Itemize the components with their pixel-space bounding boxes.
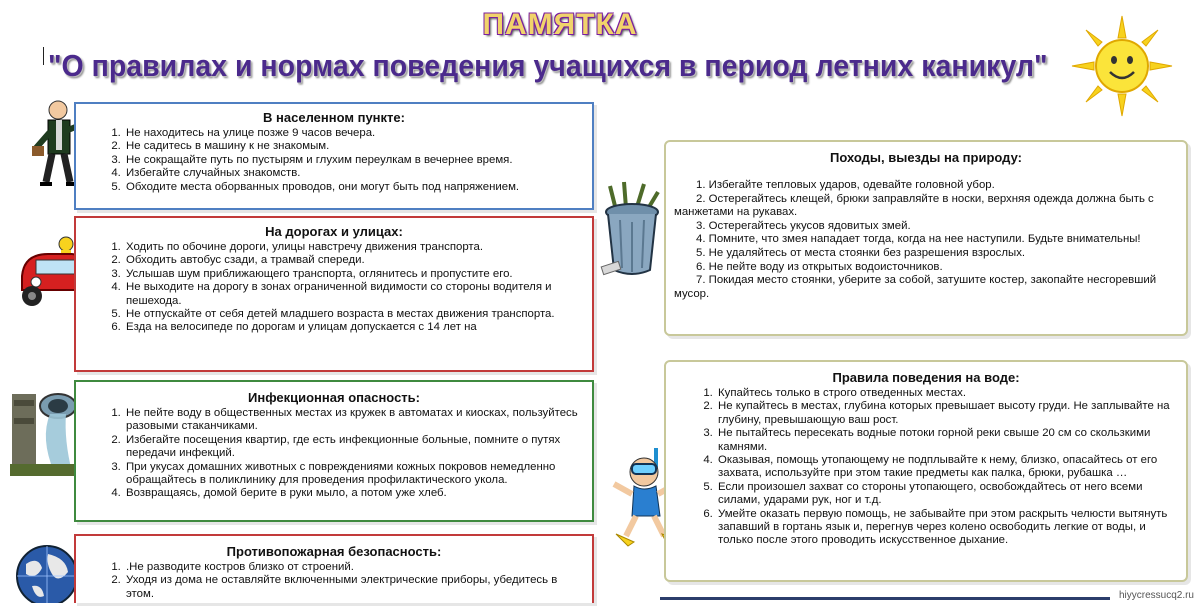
list-item: 6. Не пейте воду из открытых водоисточников. [696,260,943,273]
section-roads-list [80,241,588,335]
list-item: 4. Избегайте случайных знакомств. [124,167,588,180]
sun-icon [1070,14,1174,118]
list-item: 3. Услышав шум приближающего транспорта, оглянитесь и пропустите его. [124,268,588,281]
list-item: 5. Обходите места оборванных проводов, они могут быть под напряжением. [124,181,588,194]
list-item: 2. Не садитесь в машину к не знакомым. [124,140,588,153]
next-section-edge [660,597,1110,606]
section-fire-list [80,561,588,601]
list-item: 1. Не пейте воду в общественных местах из кружек в автоматах и киосках, пользуйтесь разовыми стаканчиками. [124,407,588,434]
list-item: 7. Покидая место стоянки, уберите за собой, затушите костер, закопайте несгоревший мусор. [674,274,1157,300]
section-roads [74,216,594,372]
trash-bin-icon [600,180,666,280]
list-item: 5. Если произошел захват со стороны утопающего, освобождайтесь от него всеми силами, ударами рук, ног и т.д. [716,481,1180,508]
list-item: 3. Не сокращайте путь по пустырям и глухим переулкам в вечернее время. [124,154,588,167]
watermark: hiyycressucq2.ru [1118,590,1194,601]
list-item: 4. Возвращаясь, домой берите в руки мыло, а потом уже хлеб. [124,487,588,500]
list-item: 4. Оказывая, помощь утопающему не подплывайте к нему, близко, опасайтесь от его захвата, используйте при этом такие предметы как палка, брюки, рубашка … [716,454,1180,481]
list-item: 4. Не выходите на дорогу в зонах ограниченной видимости со стороны водителя и пешехода. [124,281,588,308]
list-item: 2. Не купайтесь в местах, глубина которых превышает высоту груди. Не заплывайте на глубину, превышающую ваш рост. [716,400,1180,427]
list-item: 2. Обходить автобус сзади, а трамвай спереди. [124,254,588,267]
list-item: 1. Ходить по обочине дороги, улицы навстречу движения транспорта. [124,241,588,254]
list-item: 1. Избегайте тепловых ударов, одевайте головной убор. [696,179,995,191]
section-fire [74,534,594,603]
section-hiking [664,140,1188,336]
list-item: 6. Езда на велосипеде по дорогам и улицам допускается с 14 лет на [124,321,588,334]
section-infection [74,380,594,522]
section-roads-heading: На дорогах и улицах: [265,224,403,239]
list-item: 2. Остерегайтесь клещей, брюки заправляйте в носки, верхняя одежда должна быть с манжетами на рукавах. [674,192,1154,219]
list-item: 1. Купайтесь только в строго отведенных местах. [716,387,1180,400]
water-pipe-icon [10,388,82,476]
section-infection-heading: Инфекционная опасность: [248,390,420,405]
section-settlement [74,102,594,210]
list-item: 3. Остерегайтесь укусов ядовитых змей. [696,219,911,232]
globe-icon [12,540,82,603]
section-settlement-heading: В населенном пункте: [263,110,405,125]
page-subtitle: "О правилах и нормах поведения учащихся в период летних каникул" [48,48,1048,83]
list-item: 1. Не находитесь на улице позже 9 часов вечера. [124,127,588,140]
list-item: 1. .Не разводите костров близко от строений. [124,561,588,574]
page-title: ПАМЯТКА [482,8,638,41]
section-water [664,360,1188,582]
section-hiking-heading: Походы, выезды на природу: [830,150,1022,165]
section-hiking-list [674,179,1178,301]
section-settlement-list [80,127,588,194]
section-water-heading: Правила поведения на воде: [832,370,1020,385]
text-cursor [43,47,44,65]
list-item: 2. Уходя из дома не оставляйте включенными электрические приборы, убедитесь в этом. [124,574,588,601]
list-item: 2. Избегайте посещения квартир, где есть инфекционные больные, помните о путях передачи инфекций. [124,434,588,461]
list-item: 3. Не пытайтесь пересекать водные потоки горной реки свыше 20 см со скользкими камнями. [716,427,1180,454]
list-item: 6. Умейте оказать первую помощь, не забывайте при этом раскрыть челюсти вытянуть запавший в гортань язык и, перегнув через колено освободить легкие от воды, и только после этого проводить искусственное дыхание. [716,508,1180,548]
section-infection-list [80,407,588,501]
list-item: 3. При укусах домашних животных с повреждениями кожных покровов немедленно обращайтесь в поликлинику для проведения профилактического укола. [124,461,588,488]
list-item: 5. Не удаляйтесь от места стоянки без разрешения взрослых. [696,246,1026,259]
list-item: 5. Не отпускайте от себя детей младшего возраста в местах движения транспорта. [124,308,588,321]
list-item: 4. Помните, что змея нападает тогда, когда на нее наступили. Будьте внимательны! [696,233,1141,246]
section-fire-heading: Противопожарная безопасность: [226,544,442,559]
section-water-list [672,387,1180,548]
